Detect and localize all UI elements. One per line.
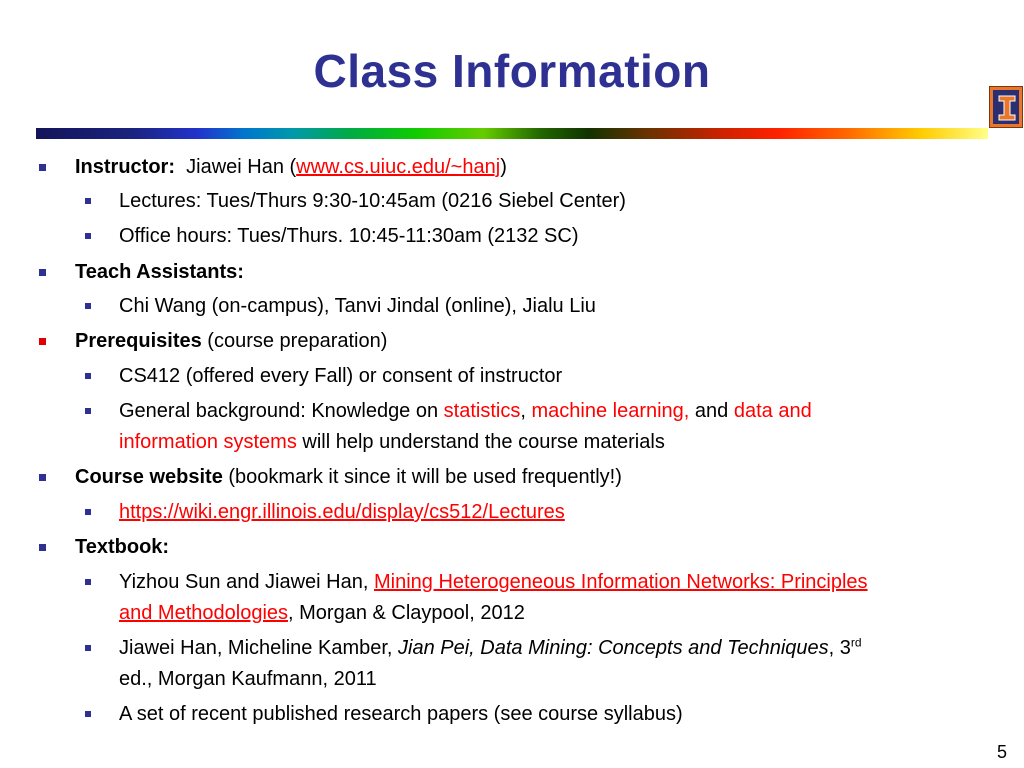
- website-label: Course website: [75, 466, 223, 488]
- textbook-2-line-2: ed., Morgan Kaufmann, 2011: [119, 668, 377, 690]
- instructor-label: Instructor:: [75, 156, 175, 178]
- office-hours-line: Office hours: Tues/Thurs. 10:45-11:30am (2132 SC): [119, 225, 579, 247]
- instructor-url-link[interactable]: www.cs.uiuc.edu/~hanj: [296, 156, 501, 178]
- bullet-icon: [39, 164, 46, 171]
- tb1-title-link[interactable]: Mining Heterogeneous Information Networks: Principles: [373, 571, 868, 593]
- info-systems-text: information systems: [119, 431, 297, 453]
- prereq-label: Prerequisites: [75, 330, 202, 352]
- textbook-1-line-1: [119, 570, 868, 594]
- bullet-icon: [39, 544, 46, 551]
- prereq-line: [75, 329, 387, 353]
- bullet-icon: [85, 711, 91, 717]
- bullet-icon: [85, 509, 91, 515]
- bullet-icon: [85, 408, 91, 414]
- textbook-3-line: A set of recent published research papers (see course syllabus): [119, 703, 683, 725]
- bullet-icon: [85, 233, 91, 239]
- tb1-title-link-2[interactable]: and Methodologies: [119, 602, 289, 624]
- website-line: [75, 465, 622, 489]
- website-url-link[interactable]: https://wiki.engr.illinois.edu/display/cs512/Lectures: [119, 501, 565, 523]
- bg-comma: ,: [520, 400, 532, 422]
- website-rest: (bookmark it since it will be used frequently!): [222, 466, 622, 488]
- bullet-icon: [85, 303, 91, 309]
- website-url-line: [119, 500, 565, 524]
- prereq-rest: (course preparation): [201, 330, 388, 352]
- instructor-name: Jiawei Han (: [186, 156, 297, 178]
- tas-names-line: Chi Wang (on-campus), Tanvi Jindal (online), Jialu Liu: [119, 295, 596, 317]
- tb1-prefix: Yizhou Sun and Jiawei Han,: [119, 571, 374, 593]
- tb2-prefix: Jiawei Han, Micheline Kamber,: [119, 637, 399, 659]
- cs412-line: CS412 (offered every Fall) or consent of instructor: [119, 365, 563, 387]
- textbook-2-line-1: [119, 636, 862, 660]
- bg-and: and: [689, 400, 734, 422]
- ml-text: machine learning,: [531, 400, 690, 422]
- bg-prefix: General background: Knowledge on: [119, 400, 444, 422]
- page-number: 5: [997, 742, 1008, 762]
- bullet-icon: [85, 198, 91, 204]
- instructor-close: ): [500, 156, 507, 178]
- statistics-text: statistics: [443, 400, 521, 422]
- bullet-icon: [85, 373, 91, 379]
- bullet-icon: [39, 474, 46, 481]
- lectures-line: Lectures: Tues/Thurs 9:30-10:45am (0216 Siebel Center): [119, 190, 626, 212]
- tb1-suffix: , Morgan & Claypool, 2012: [288, 602, 525, 624]
- textbook-1-line-2: [119, 601, 525, 625]
- textbook-label: Textbook:: [75, 536, 170, 558]
- background-line-1: [119, 399, 812, 423]
- tb2-mid: , 3: [828, 637, 851, 659]
- bullet-icon: [85, 645, 91, 651]
- tb2-title: Jian Pei, Data Mining: Concepts and Techniques: [398, 637, 829, 659]
- bullet-icon: [39, 338, 46, 345]
- instructor-line: [75, 155, 507, 179]
- bullet-icon: [39, 269, 46, 276]
- background-line-2: [119, 430, 665, 454]
- bullet-icon: [85, 579, 91, 585]
- tas-label: Teach Assistants:: [75, 261, 244, 283]
- bg-suffix: will help understand the course materials: [296, 431, 665, 453]
- data-and-text: data and: [733, 400, 812, 422]
- textbook-line: [75, 535, 169, 559]
- slide-title: Class Information: [313, 45, 711, 97]
- tb2-sup: rd: [850, 635, 862, 650]
- tas-line: [75, 260, 244, 284]
